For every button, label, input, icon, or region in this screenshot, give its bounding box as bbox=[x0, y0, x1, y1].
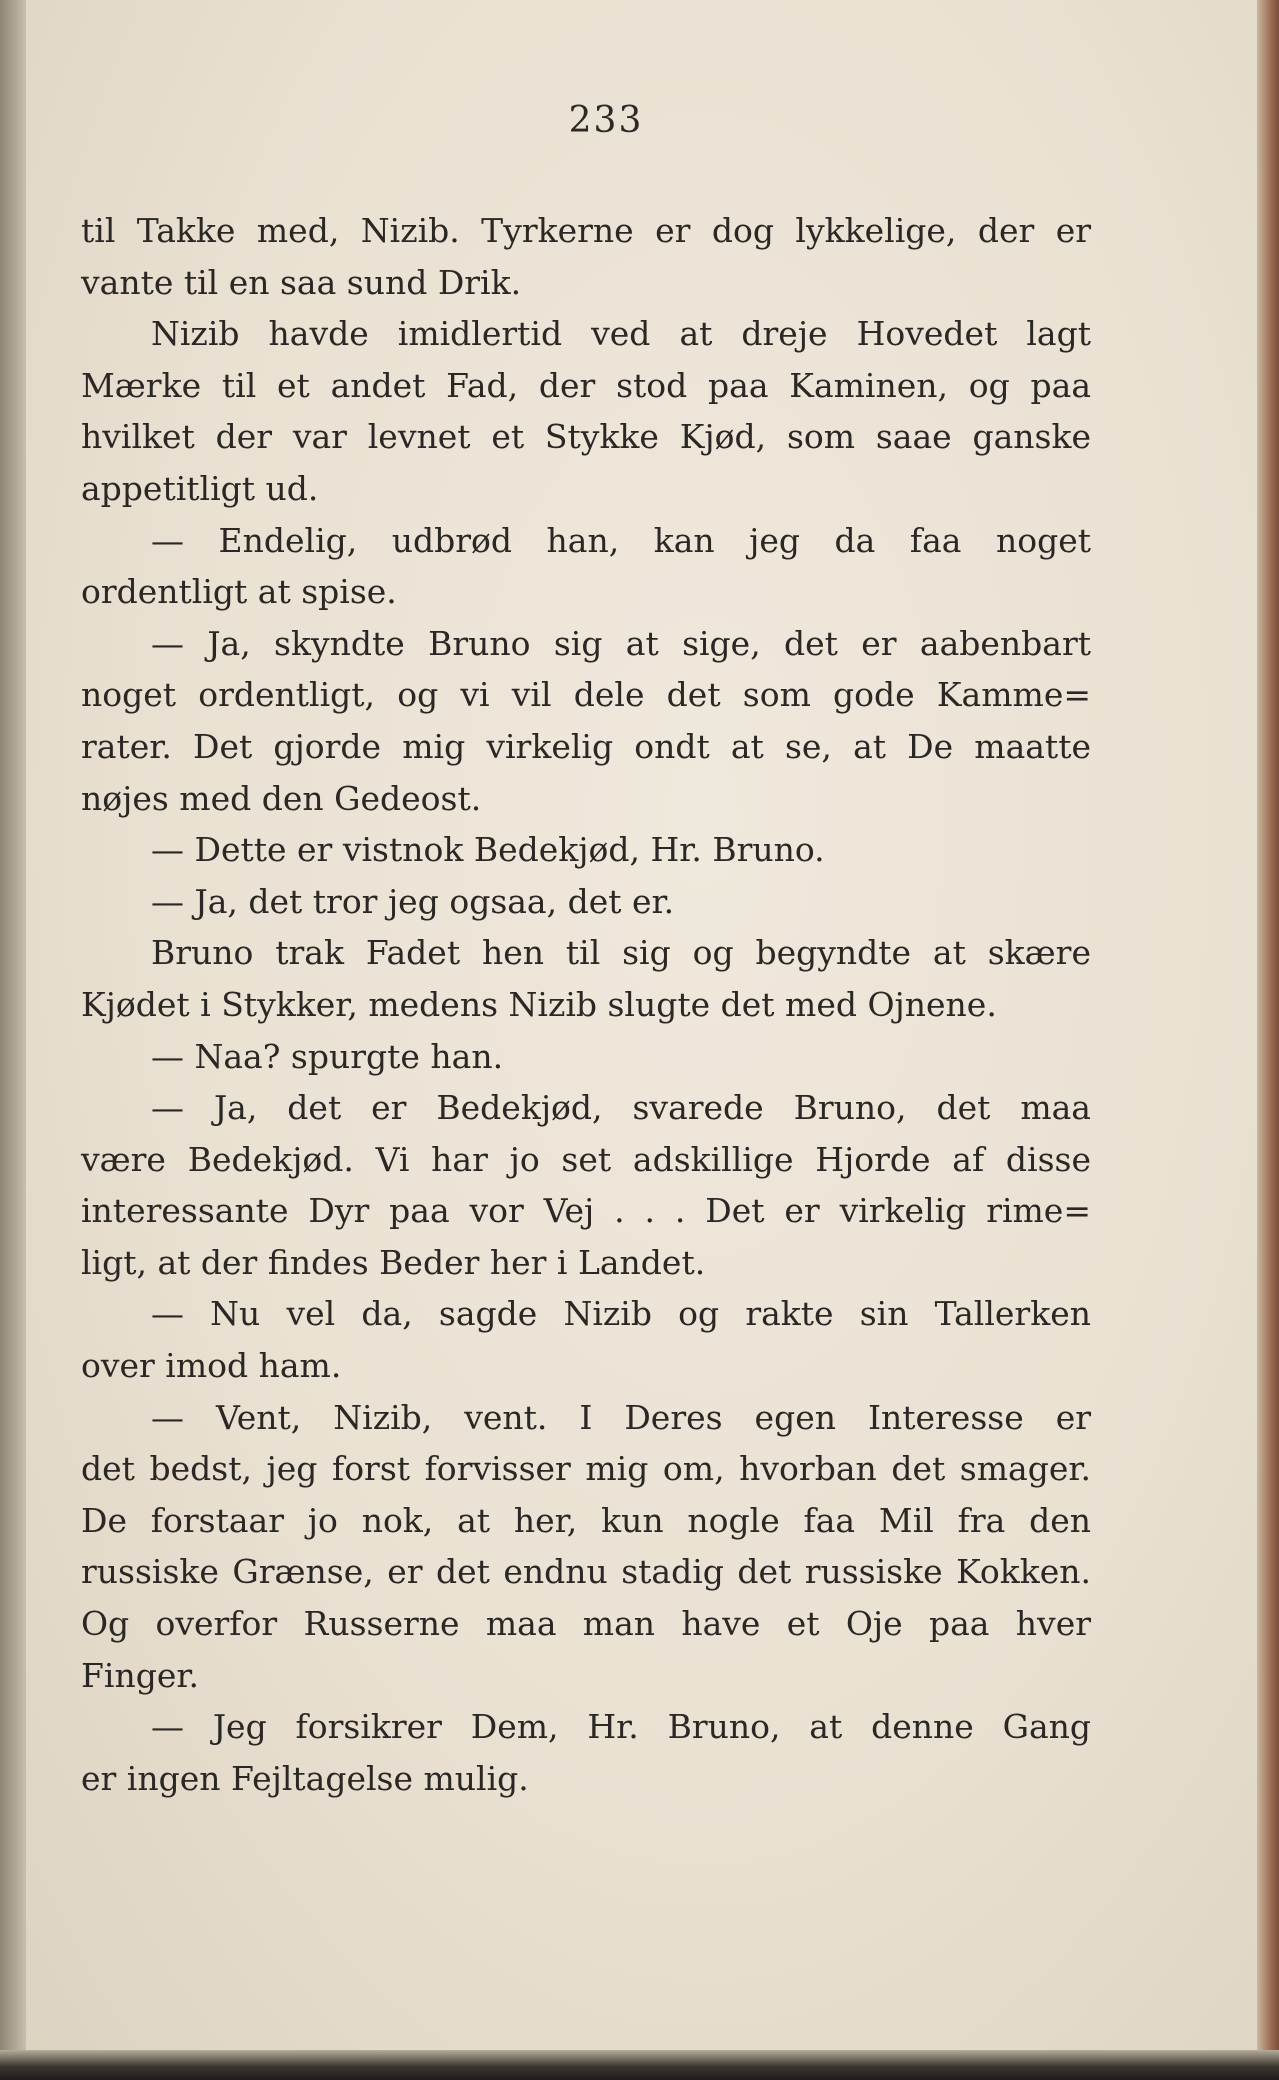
book-spine-shadow bbox=[0, 0, 26, 2080]
text-line: — Ja, skyndte Bruno sig at sige, det er aabenbart bbox=[151, 623, 1091, 663]
text-line: — Naa? spurgte han. bbox=[151, 1036, 504, 1076]
body-text bbox=[81, 205, 1091, 1804]
text-line: ligt, at der findes Beder her i Landet. bbox=[81, 1242, 706, 1282]
text-line: være Bedekjød. Vi har jo set adskillige Hjorde af disse bbox=[81, 1139, 1091, 1179]
text-line: det bedst, jeg forst forvisser mig om, hvorban det smager. bbox=[81, 1449, 1091, 1489]
text-line: interessante Dyr paa vor Vej . . . Det er virkelig rime= bbox=[81, 1191, 1091, 1231]
book-bottom-edge bbox=[0, 2050, 1279, 2080]
book-page bbox=[26, 0, 1257, 2050]
text-line: Finger. bbox=[81, 1655, 199, 1695]
text-line: Kjødet i Stykker, medens Nizib slugte det med Ojnene. bbox=[81, 984, 997, 1024]
text-line: appetitligt ud. bbox=[81, 468, 319, 508]
text-line: russiske Grænse, er det endnu stadig det russiske Kokken. bbox=[81, 1552, 1091, 1592]
text-line: — Ja, det tror jeg ogsaa, det er. bbox=[151, 881, 675, 921]
text-line: De forstaar jo nok, at her, kun nogle faa Mil fra den bbox=[81, 1500, 1091, 1540]
text-line: nøjes med den Gedeost. bbox=[81, 778, 482, 818]
book-cover-edge bbox=[1257, 0, 1279, 2080]
text-line: — Vent, Nizib, vent. I Deres egen Interesse er bbox=[151, 1397, 1091, 1437]
text-line: over imod ham. bbox=[81, 1346, 342, 1386]
text-line: — Nu vel da, sagde Nizib og rakte sin Tallerken bbox=[151, 1294, 1091, 1334]
text-line: — Jeg forsikrer Dem, Hr. Bruno, at denne Gang bbox=[151, 1707, 1091, 1747]
text-line: — Dette er vistnok Bedekjød, Hr. Bruno. bbox=[151, 830, 825, 870]
page-number: 233 bbox=[568, 100, 644, 141]
text-line: — Endelig, udbrød han, kan jeg da faa noget bbox=[151, 520, 1091, 560]
text-line: Og overfor Russerne maa man have et Oje paa hver bbox=[81, 1604, 1091, 1644]
text-line: rater. Det gjorde mig virkelig ondt at se, at De maatte bbox=[81, 726, 1091, 766]
text-line: Bruno trak Fadet hen til sig og begyndte at skære bbox=[151, 933, 1091, 973]
text-line: vante til en saa sund Drik. bbox=[81, 262, 522, 302]
text-line: ordentligt at spise. bbox=[81, 572, 397, 612]
text-line: hvilket der var levnet et Stykke Kjød, som saae ganske bbox=[81, 417, 1091, 457]
text-line: er ingen Fejltagelse mulig. bbox=[81, 1758, 529, 1798]
text-line: noget ordentligt, og vi vil dele det som gode Kamme= bbox=[81, 675, 1091, 715]
text-line: Mærke til et andet Fad, der stod paa Kaminen, og paa bbox=[81, 365, 1091, 405]
text-line: til Takke med, Nizib. Tyrkerne er dog lykkelige, der er bbox=[81, 211, 1091, 250]
text-line: — Ja, det er Bedekjød, svarede Bruno, det maa bbox=[151, 1088, 1091, 1128]
text-line: Nizib havde imidlertid ved at dreje Hovedet lagt bbox=[151, 314, 1091, 354]
